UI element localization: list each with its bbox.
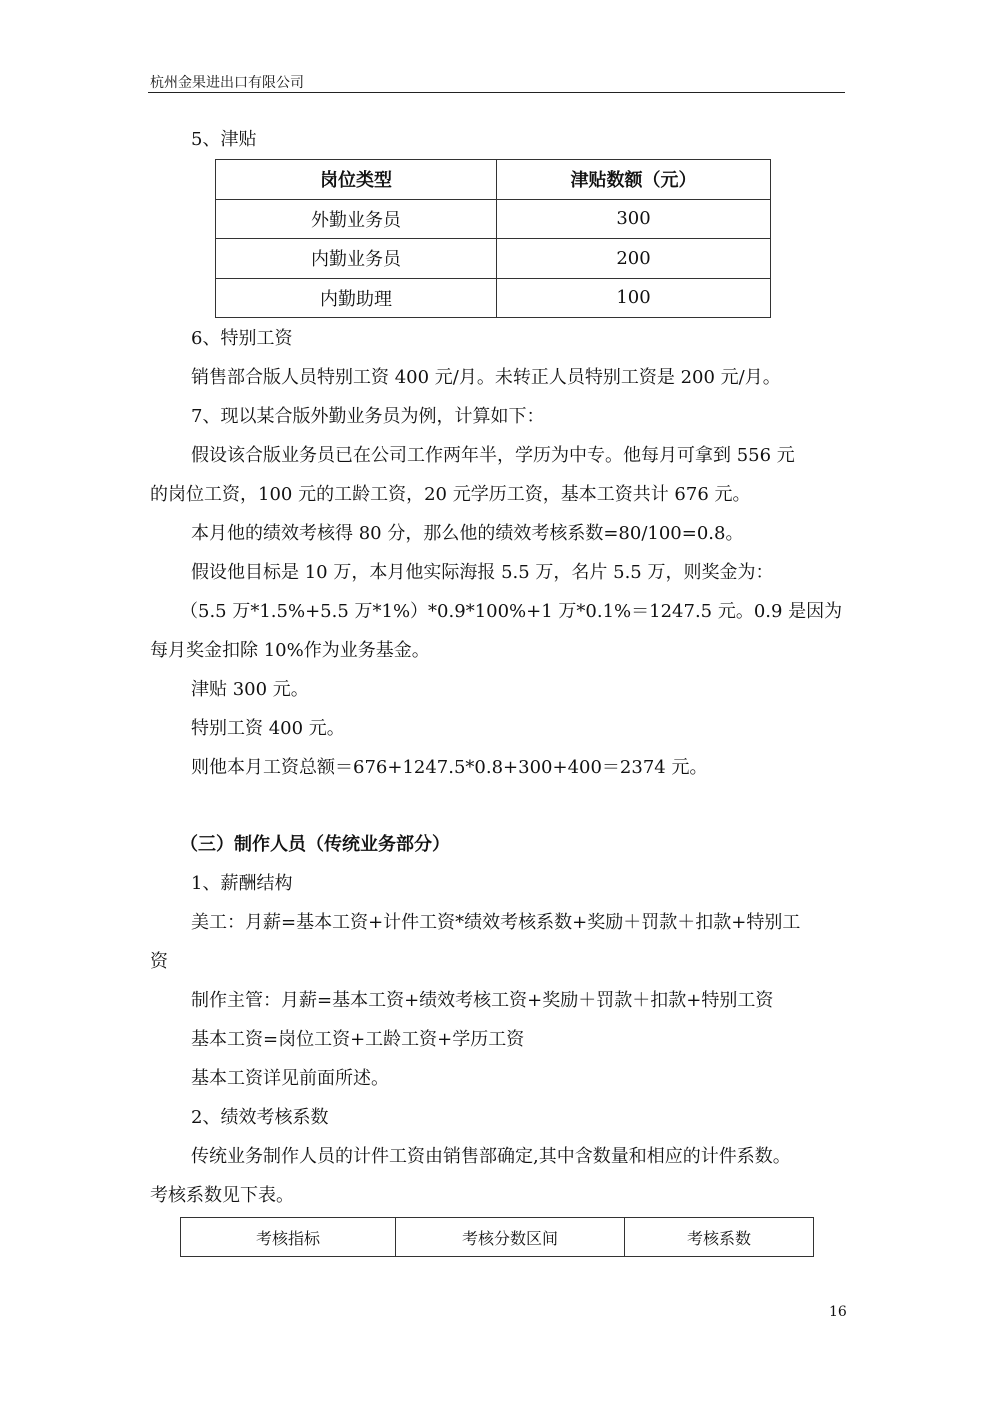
table-cell: 外勤业务员 [216,199,497,239]
designer-salary-formula: 美工：月薪=基本工资+计件工资*绩效考核系数+奖励＋罚款＋扣款+特别工 [191,912,801,933]
coefficient-title: 2、绩效考核系数 [191,1107,329,1128]
table-row [216,199,771,239]
allowance-title: 5、津贴 [191,129,257,150]
page-number: 16 [829,1304,847,1320]
basic-salary-reference: 基本工资详见前面所述。 [191,1068,389,1089]
table-header-row [216,160,771,200]
example-paragraph: 特别工资 400 元。 [191,718,345,739]
table-row [216,278,771,318]
company-header: 杭州金果进出口有限公司 [150,75,304,91]
special-salary-title: 6、特别工资 [191,328,293,349]
designer-salary-formula-cont: 资 [150,951,168,972]
example-paragraph: 每月奖金扣除 10%作为业务基金。 [150,640,430,661]
example-title: 7、现以某合版外勤业务员为例，计算如下： [191,406,545,427]
table-cell: 200 [497,239,771,279]
table-cell: 内勤业务员 [216,239,497,279]
example-paragraph: 本月他的绩效考核得 80 分，那么他的绩效考核系数=80/100=0.8。 [191,523,744,544]
coefficient-text-cont: 考核系数见下表。 [150,1185,294,1206]
basic-salary-formula: 基本工资=岗位工资+工龄工资+学历工资 [191,1029,525,1050]
table-header-cell: 岗位类型 [216,160,497,200]
example-paragraph: （5.5 万*1.5%+5.5 万*1%）*0.9*100%+1 万*0.1%＝1247.5 元。0.9 是因为 [180,601,843,622]
example-paragraph: 的岗位工资，100 元的工龄工资，20 元学历工资，基本工资共计 676 元。 [150,484,751,505]
table-cell: 100 [497,278,771,318]
special-salary-text: 销售部合版人员特别工资 400 元/月。未转正人员特别工资是 200 元/月。 [191,367,781,388]
example-paragraph: 则他本月工资总额＝676+1247.5*0.8+300+400＝2374 元。 [191,757,708,778]
supervisor-salary-formula: 制作主管：月薪=基本工资+绩效考核工资+奖励＋罚款＋扣款+特别工资 [191,990,774,1011]
coefficient-table [180,1217,814,1257]
table-cell: 内勤助理 [216,278,497,318]
example-paragraph: 津贴 300 元。 [191,679,309,700]
coefficient-text: 传统业务制作人员的计件工资由销售部确定,其中含数量和相应的计件系数。 [191,1146,791,1167]
allowance-table [215,159,771,318]
example-paragraph: 假设该合版业务员已在公司工作两年半，学历为中专。他每月可拿到 556 元 [191,445,795,466]
table-header-cell: 考核分数区间 [396,1218,625,1257]
example-paragraph: 假设他目标是 10 万，本月他实际海报 5.5 万，名片 5.5 万，则奖金为： [191,562,774,583]
salary-structure-title: 1、薪酬结构 [191,873,293,894]
section-heading: （三）制作人员（传统业务部分） [180,834,450,855]
table-header-row [181,1218,814,1257]
table-header-cell: 考核系数 [625,1218,814,1257]
table-header-cell: 津贴数额（元） [497,160,771,200]
header-rule [148,92,845,93]
table-cell: 300 [497,199,771,239]
table-row [216,239,771,279]
table-header-cell: 考核指标 [181,1218,396,1257]
